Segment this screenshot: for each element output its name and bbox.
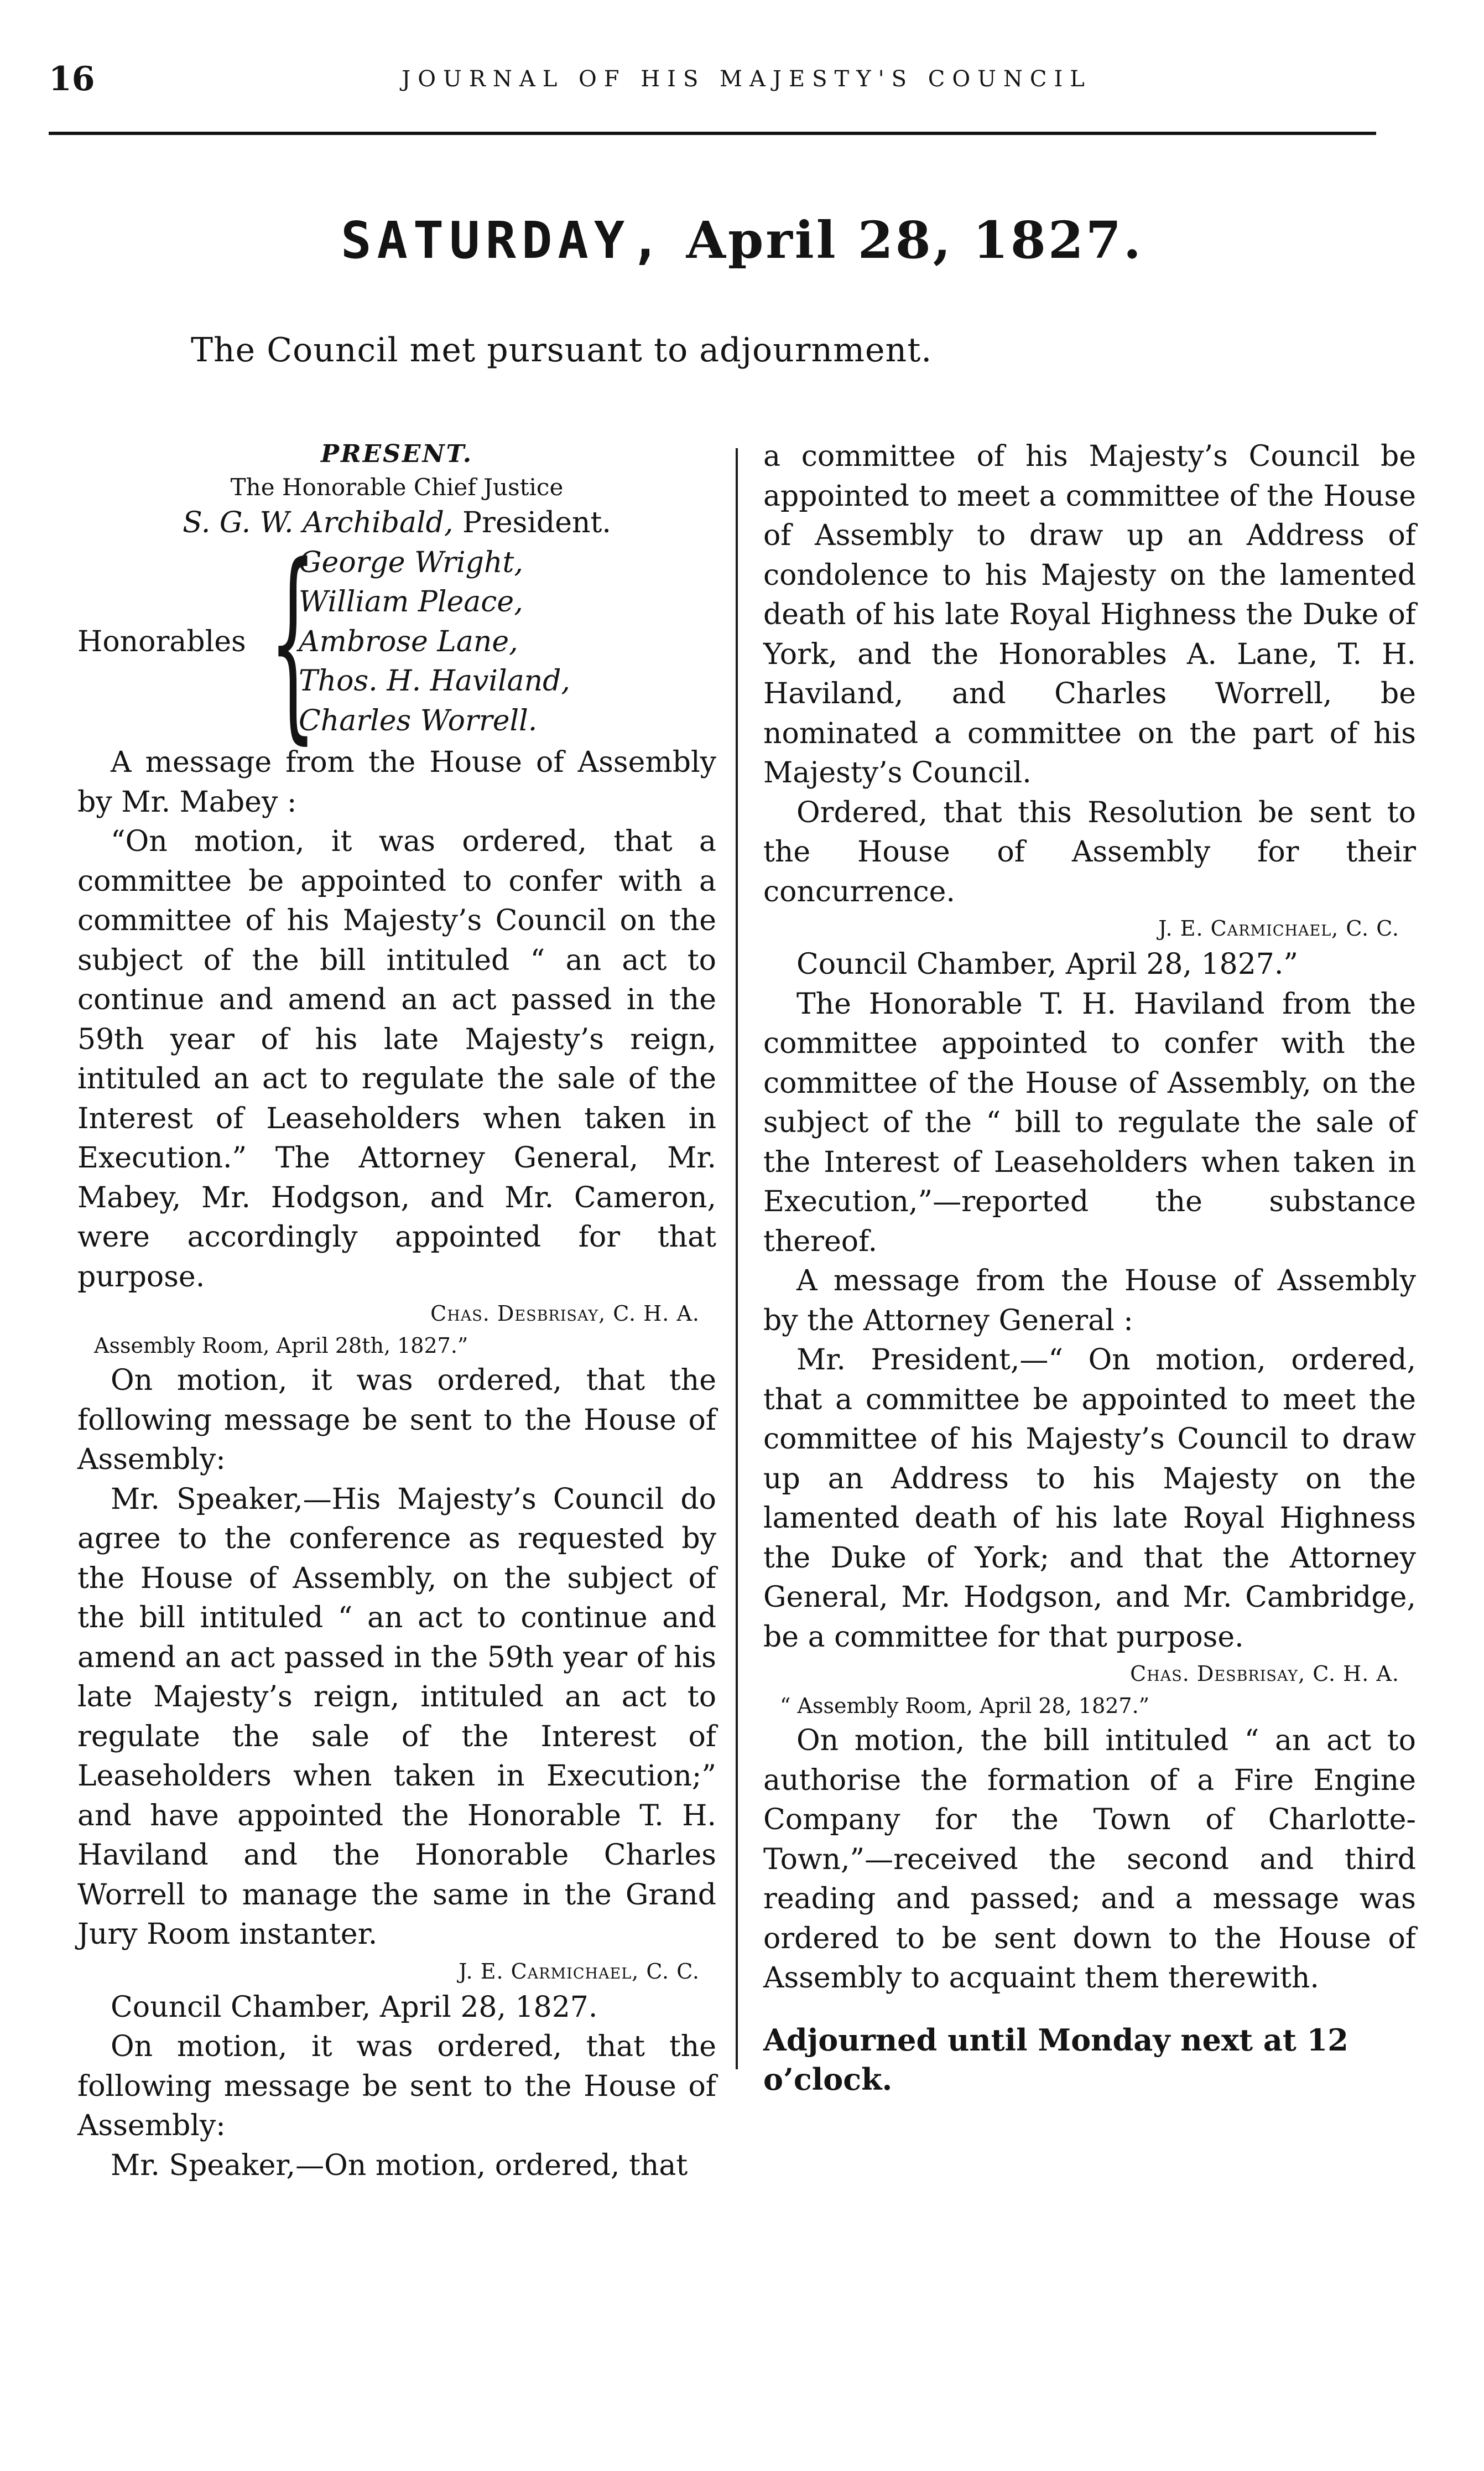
date-heading	[0, 210, 1484, 270]
present-block	[77, 437, 716, 543]
president-name: S. G. W. Archibald,	[183, 506, 454, 539]
paragraph: a committee of his Majesty’s Council be appointed to meet a committee of the House of Assembly to draw up an Address of condolence to his Majesty on the lamented death of his late Royal Highness the Duke of York, and the Honorables A. Lane, T. H. Haviland, and Charles Worrell, be nominated a committee on the part of his Majesty’s Council.	[763, 440, 1416, 790]
paragraph: On motion, it was ordered, that the following message be sent to the House of Assembly:	[77, 2030, 716, 2142]
paragraph: Mr. Speaker,—On motion, ordered, that	[111, 2148, 688, 2182]
member-name: George Wright,	[299, 546, 523, 579]
signature: Chas. Desbrisay, C. H. A.	[1130, 1662, 1399, 1686]
signature: J. E. Carmichael, C. C.	[459, 1959, 700, 1984]
members-list	[299, 543, 570, 741]
signature: J. E. Carmichael, C. C.	[1158, 916, 1399, 941]
paragraph: Council Chamber, April 28, 1827.”	[796, 948, 1299, 981]
paragraph: A message from the House of Assembly by Mr. Mabey :	[77, 746, 716, 819]
chief-justice-line: The Honorable Chief Justice	[230, 474, 564, 501]
adjournment-line: Adjourned until Monday next at 12 o’clock.	[763, 2022, 1348, 2097]
member-name: Ambrose Lane,	[299, 625, 518, 658]
running-title: JOURNAL OF HIS MAJESTY'S COUNCIL	[402, 66, 1092, 92]
dateline: “ Assembly Room, April 28, 1827.”	[780, 1694, 1150, 1718]
paragraph: Mr. Speaker,—His Majesty’s Council do agree to the conference as requested by the House of Assembly, on the subject of the bill intituled “ an act to continue and amend an act passed in the 59th year of his late Majesty’s reign, intituled an act to regulate the sale of the Interest of Leaseholders when taken in Execution;” and have appointed the Honorable T. H. Haviland and the Honorable Charles Worrell to manage the same in the Grand Jury Room instanter.	[77, 1482, 716, 1951]
paragraph: A message from the House of Assembly by the Attorney General :	[763, 1264, 1416, 1337]
date-heading-date: April 28, 1827.	[686, 210, 1143, 270]
dateline: Assembly Room, April 28th, 1827.”	[94, 1333, 468, 1358]
page-number: 16	[49, 60, 95, 98]
paragraph: Council Chamber, April 28, 1827.	[111, 1990, 598, 2024]
president-line	[77, 503, 716, 543]
paragraph: Mr. President,—“ On motion, ordered, that a committee be appointed to meet the committee of his Majesty’s Council to draw up an Address to his Majesty on the lamented death of his late Royal Highness the Duke of York; and that the Attorney General, Mr. Hodgson, and Mr. Cambridge, be a committee for that purpose.	[763, 1343, 1416, 1654]
left-column	[77, 437, 716, 2186]
right-column	[763, 437, 1416, 2100]
header-rule	[49, 132, 1376, 135]
member-name: William Pleace,	[299, 585, 523, 619]
date-heading-day: SATURDAY,	[341, 211, 667, 270]
paragraph: On motion, it was ordered, that the following message be sent to the House of Assembly:	[77, 1364, 716, 1476]
paragraph: “On motion, it was ordered, that a committee be appointed to confer with a committee of his Majesty’s Council on the subject of the bill intituled “ an act to continue and amend an act passed in the 59th year of his late Majesty’s reign, intituled an act to regulate the sale of the Interest of Leaseholders when taken in Execution.” The Attorney General, Mr. Mabey, Mr. Hodgson, and Mr. Cameron, were accordingly appointed for that purpose.	[77, 825, 716, 1294]
honorables-label: Honorables	[77, 625, 246, 658]
paragraph: Ordered, that this Resolution be sent to the House of Assembly for their concurrence.	[763, 796, 1416, 909]
paragraph: The Honorable T. H. Haviland from the committee appointed to confer with the committee of the House of Assembly, on the subject of the “ bill to regulate the sale of the Interest of Leaseholders when taken in Execution,”—reported the substance thereof.	[763, 987, 1416, 1258]
signature: Chas. Desbrisay, C. H. A.	[430, 1301, 700, 1326]
opening-line: The Council met pursuant to adjournment.	[191, 331, 933, 370]
column-divider	[736, 448, 738, 2069]
paragraph: On motion, the bill intituled “ an act to authorise the formation of a Fire Engine Company for the Town of Charlotte-Town,”—received the second and third reading and passed; and a message was ordered to be sent down to the House of Assembly to acquaint them therewith.	[763, 1724, 1416, 1995]
brace-glyph: {	[269, 521, 317, 762]
president-title: President.	[462, 506, 611, 539]
member-name: Charles Worrell.	[299, 704, 538, 738]
present-heading: PRESENT.	[320, 440, 473, 468]
member-name: Thos. H. Haviland,	[299, 665, 570, 698]
